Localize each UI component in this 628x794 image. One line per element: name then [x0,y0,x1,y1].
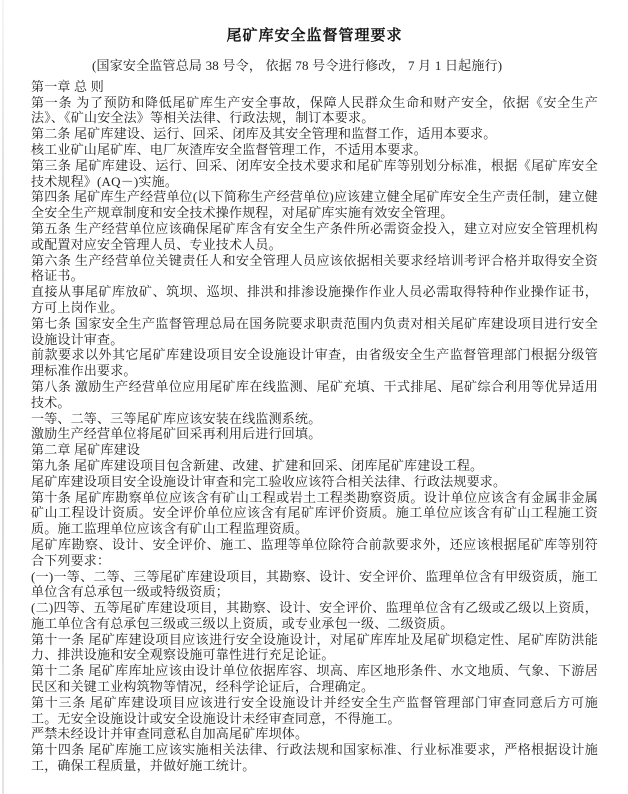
paragraph: 第七条 国家安全生产监督管理总局在国务院要求职责范围内负责对相关尾矿库建设项目进行安全设施设计审查。 [31,315,598,347]
paragraph: 第二条 尾矿库建设、运行、回采、闭库及其安全管理和监督工作，适用本要求。 [31,126,497,142]
paragraph: 第十一条 尾矿库建设项目应该进行安全设施设计，对尾矿库库址及尾矿坝稳定性、尾矿库防洪能力、排洪设施和安全观察设施可靠性进行充足论证。 [31,631,598,663]
paragraph: 第六条 生产经营单位关键责任人和安全管理人员应该依据相关要求经培训考评合格并取得安全资格证书。 [31,252,598,284]
paragraph: 第一章 总 则 [31,78,104,94]
paragraph: 尾矿库勘察、设计、安全评价、施工、监理等单位除符合前款要求外，还应该根据尾矿库等别符合下列要求： [31,536,598,568]
paragraph: 第二章 尾矿库建设 [31,442,141,458]
document-body [31,79,598,774]
paragraph: 第四条 尾矿库生产经营单位(以下简称生产经营单位)应该建立健全尾矿库安全生产责任制，建立健全安全生产规章制度和安全技术操作规程，对尾矿库实施有效安全管理。 [31,189,598,221]
document-subtitle: (国家安全监管总局 38 号令， 依据 78 号令进行修改， 7 月 1 日起施行) [92,58,503,73]
paragraph: 直接从事尾矿库放矿、筑坝、巡坝、排洪和排渗设施操作作业人员必需取得特种作业操作证书，方可上岗作业。 [31,284,598,315]
paragraph: (一)一等、二等、三等尾矿库建设项目，其勘察、设计、安全评价、监理单位含有甲级资质，施工单位含有总承包一级或特级资质； [31,568,598,600]
paragraph: 第五条 生产经营单位应该确保尾矿库含有安全生产条件所必需资金投入，建立对应安全管理机构或配置对应安全管理人员、专业技术人员。 [31,220,598,252]
paragraph: (二)四等、五等尾矿库建设项目，其勘察、设计、安全评价、监理单位含有乙级或乙级以上资质，施工单位含有总承包三级或三级以上资质，或专业承包一级、二级资质。 [31,600,598,631]
paragraph: 前款要求以外其它尾矿库建设项目安全设施设计审查，由省级安全生产监督管理部门根据分级管理标准作出要求。 [31,347,598,379]
document-title: 尾矿库安全监督管理要求 [226,27,403,44]
paragraph: 一等、二等、三等尾矿库应该安装在线监测系统。 [31,410,322,426]
paragraph: 严禁未经设计并审查同意私自加高尾矿库坝体。 [31,726,309,742]
paragraph: 第一条 为了预防和降低尾矿库生产安全事故，保障人民群众生命和财产安全，依据《安全生产法》、《矿山安全法》等相关法律、行政法规，制订本要求。 [31,94,598,126]
paragraph: 激励生产经营单位将尾矿回采再利用后进行回填。 [31,426,322,442]
paragraph: 第九条 尾矿库建设项目包含新建、改建、扩建和回采、闭库尾矿库建设工程。 [31,457,484,473]
paragraph: 尾矿库建设项目安全设施设计审查和完工验收应该符合相关法律、行政法规要求。 [31,473,507,489]
paragraph: 第十条 尾矿库勘察单位应该含有矿山工程或岩土工程类勘察资质。设计单位应该含有金属非金属矿山工程设计资质。安全评价单位应该含有尾矿库评价资质。施工单位应该含有矿山工程施工资质。施工监理单位应该含有矿山工程监理资质。 [31,489,598,537]
paragraph: 第十三条 尾矿库建设项目应该进行安全设施设计并经安全生产监督管理部门审查同意后方可施工。无安全设施设计或安全设施设计未经审查同意，不得施工。 [31,694,598,726]
paragraph: 第十二条 尾矿库库址应该由设计单位依据库容、坝高、库区地形条件、水文地质、气象、下游居民区和关键工业构筑物等情况，经科学论证后，合理确定。 [31,663,598,695]
paragraph: 核工业矿山尾矿库、电厂灰渣库安全监督管理工作，不适用本要求。 [31,141,428,157]
paragraph: 第十四条 尾矿库施工应该实施相关法律、行政法规和国家标准、行业标准要求，严格根据设计施工，确保工程质量，并做好施工统计。 [31,742,598,774]
paragraph: 第三条 尾矿库建设、运行、回采、闭库安全技术要求和尾矿库等别划分标准，根据《尾矿库安全技术规程》(AQ－)实施。 [31,157,598,189]
paragraph: 第八条 激励生产经营单位应用尾矿库在线监测、尾矿充填、干式排尾、尾矿综合利用等优异适用技术。 [31,378,598,410]
